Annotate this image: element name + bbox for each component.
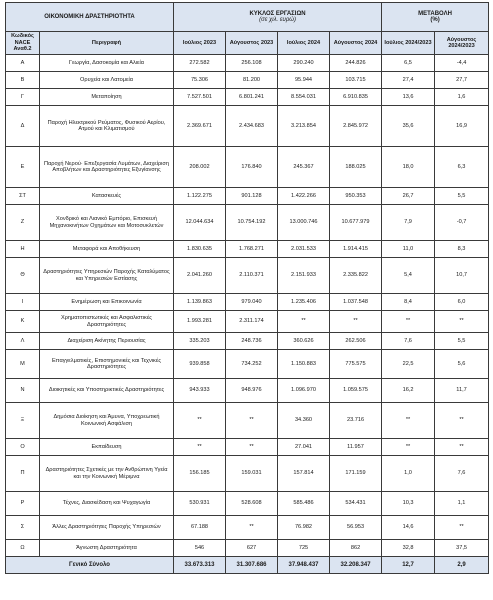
nace-code: Ι	[6, 294, 40, 311]
header-turnover-unit: (σε χιλ. ευρώ)	[259, 17, 296, 23]
turnover-value: 157.814	[278, 456, 330, 492]
header-change-unit: (%)	[430, 17, 440, 23]
turnover-value: 248.736	[226, 333, 278, 350]
turnover-value: **	[226, 516, 278, 540]
turnover-value: 335.203	[174, 333, 226, 350]
turnover-value: 188.025	[330, 147, 382, 188]
turnover-value: 1.059.575	[330, 379, 382, 403]
nace-code: Α	[6, 55, 40, 72]
turnover-value: 627	[226, 540, 278, 557]
change-value: 11,7	[435, 379, 489, 403]
change-value: 6,5	[382, 55, 435, 72]
nace-code: Ξ	[6, 403, 40, 439]
change-value: 37,5	[435, 540, 489, 557]
turnover-value: 10.754.192	[226, 205, 278, 241]
activity-description: Επαγγελματικές, Επιστημονικές και Τεχνικές Δραστηριότητες	[40, 350, 174, 379]
table-row	[6, 258, 489, 294]
header-turnover-title: ΚΥΚΛΟΣ ΕΡΓΑΣΙΩΝ	[249, 10, 306, 17]
activity-description: Εκπαίδευση	[40, 439, 174, 456]
turnover-value: **	[174, 439, 226, 456]
activity-description: Παροχή Ηλεκτρικού Ρεύματος, Φυσικού Αερίου, Ατμού και Κλιματισμού	[40, 106, 174, 147]
total-turnover-value: 33.673.313	[174, 557, 226, 574]
total-label: Γενικό Σύνολο	[6, 557, 174, 574]
turnover-value: 725	[278, 540, 330, 557]
turnover-table-container	[5, 2, 488, 574]
change-value: 1,0	[382, 456, 435, 492]
header-activity: ΟΙΚΟΝΟΜΙΚΗ ΔΡΑΣΤΗΡΙΟΤΗΤΑ	[6, 3, 174, 32]
nace-code: Ζ	[6, 205, 40, 241]
header-period: Ιούλιος 2023	[174, 32, 226, 55]
total-change-value: 12,7	[382, 557, 435, 574]
table-row	[6, 439, 489, 456]
change-value: **	[435, 403, 489, 439]
nace-code: Β	[6, 72, 40, 89]
activity-description: Μεταφορά και Αποθήκευση	[40, 241, 174, 258]
turnover-value: 208.002	[174, 147, 226, 188]
nace-code: Σ	[6, 516, 40, 540]
nace-code: Ε	[6, 147, 40, 188]
change-value: **	[382, 311, 435, 333]
turnover-value: 103.715	[330, 72, 382, 89]
activity-description: Γεωργία, Δασοκομία και Αλιεία	[40, 55, 174, 72]
turnover-value: 6.801.241	[226, 89, 278, 106]
header-change-period: Αύγουστος 2024/2023	[435, 32, 489, 55]
change-value: 35,6	[382, 106, 435, 147]
turnover-value: 13.000.746	[278, 205, 330, 241]
change-value: 10,3	[382, 492, 435, 516]
turnover-value: 950.353	[330, 188, 382, 205]
turnover-value: 81.200	[226, 72, 278, 89]
turnover-value: 1.096.970	[278, 379, 330, 403]
table-row	[6, 333, 489, 350]
table-row	[6, 294, 489, 311]
nace-code: Μ	[6, 350, 40, 379]
table-body	[6, 55, 489, 574]
header-code: Κωδικός NACE Αναθ.2	[6, 32, 40, 55]
nace-code: Λ	[6, 333, 40, 350]
change-value: **	[435, 516, 489, 540]
turnover-value: 360.626	[278, 333, 330, 350]
table-row	[6, 89, 489, 106]
turnover-value: 1.914.415	[330, 241, 382, 258]
header-change	[382, 3, 489, 32]
table-row	[6, 379, 489, 403]
total-turnover-value: 32.208.347	[330, 557, 382, 574]
change-value: 1,6	[435, 89, 489, 106]
turnover-value: 775.575	[330, 350, 382, 379]
turnover-value: 262.506	[330, 333, 382, 350]
nace-code: Ν	[6, 379, 40, 403]
change-value: 14,6	[382, 516, 435, 540]
activity-description: Διοικητικές και Υποστηρικτικές Δραστηριότητες	[40, 379, 174, 403]
header-turnover	[174, 3, 382, 32]
change-value: **	[382, 403, 435, 439]
nace-code: ΣΤ	[6, 188, 40, 205]
table-row	[6, 540, 489, 557]
turnover-value: 534.431	[330, 492, 382, 516]
activity-description: Τέχνες, Διασκέδαση και Ψυχαγωγία	[40, 492, 174, 516]
turnover-value: 1.139.863	[174, 294, 226, 311]
turnover-value: 2.041.260	[174, 258, 226, 294]
turnover-value: 1.122.275	[174, 188, 226, 205]
table-row	[6, 403, 489, 439]
turnover-value: 943.933	[174, 379, 226, 403]
activity-description: Χονδρικό και Λιανικό Εμπόριο, Επισκευή Μηχανοκινήτων Οχημάτων και Μοτοσυκλετών	[40, 205, 174, 241]
nace-code: Δ	[6, 106, 40, 147]
activity-description: Ενημέρωση και Επικοινωνία	[40, 294, 174, 311]
turnover-value: 10.677.979	[330, 205, 382, 241]
turnover-value: 734.252	[226, 350, 278, 379]
change-value: 7,9	[382, 205, 435, 241]
turnover-value: 67.188	[174, 516, 226, 540]
change-value: **	[382, 439, 435, 456]
turnover-value: **	[174, 403, 226, 439]
change-value: 5,4	[382, 258, 435, 294]
turnover-value: 2.151.933	[278, 258, 330, 294]
turnover-value: 585.486	[278, 492, 330, 516]
change-value: 6,3	[435, 147, 489, 188]
turnover-value: 901.128	[226, 188, 278, 205]
turnover-value: 34.360	[278, 403, 330, 439]
change-value: 7,6	[382, 333, 435, 350]
header-period: Αύγουστος 2023	[226, 32, 278, 55]
turnover-value: 272.582	[174, 55, 226, 72]
total-change-value: 2,9	[435, 557, 489, 574]
nace-code: Ο	[6, 439, 40, 456]
turnover-value: 8.554.031	[278, 89, 330, 106]
turnover-value: **	[330, 311, 382, 333]
header-period: Ιούλιος 2024	[278, 32, 330, 55]
turnover-value: 1.830.635	[174, 241, 226, 258]
activity-description: Δημόσια Διοίκηση και Άμυνα, Υποχρεωτική Κοινωνική Ασφάλιση	[40, 403, 174, 439]
turnover-value: 2.434.683	[226, 106, 278, 147]
turnover-value: 244.826	[330, 55, 382, 72]
nace-code: Ω	[6, 540, 40, 557]
table-row	[6, 205, 489, 241]
change-value: 7,6	[435, 456, 489, 492]
turnover-value: 171.159	[330, 456, 382, 492]
change-value: 32,8	[382, 540, 435, 557]
header-description: Περιγραφή	[40, 32, 174, 55]
turnover-value: 2.845.972	[330, 106, 382, 147]
turnover-value: 2.369.671	[174, 106, 226, 147]
change-value: 5,5	[435, 333, 489, 350]
change-value: 5,5	[435, 188, 489, 205]
activity-description: Άλλες Δραστηριότητες Παροχής Υπηρεσιών	[40, 516, 174, 540]
activity-description: Μεταποίηση	[40, 89, 174, 106]
header-change-title: ΜΕΤΑΒΟΛΗ	[418, 10, 452, 17]
change-value: 27,7	[435, 72, 489, 89]
turnover-value: 2.110.371	[226, 258, 278, 294]
turnover-value: **	[226, 439, 278, 456]
turnover-value: 1.993.281	[174, 311, 226, 333]
change-value: -0,7	[435, 205, 489, 241]
turnover-value: 156.185	[174, 456, 226, 492]
table-row	[6, 311, 489, 333]
change-value: 26,7	[382, 188, 435, 205]
activity-description: Άγνωστη Δραστηριότητα	[40, 540, 174, 557]
change-value: 16,2	[382, 379, 435, 403]
turnover-value: 7.527.501	[174, 89, 226, 106]
activity-description: Ορυχεία και Λατομεία	[40, 72, 174, 89]
turnover-value: 530.931	[174, 492, 226, 516]
turnover-value: 76.982	[278, 516, 330, 540]
turnover-value: 6.910.835	[330, 89, 382, 106]
change-value: 27,4	[382, 72, 435, 89]
table-row	[6, 106, 489, 147]
turnover-value: 23.716	[330, 403, 382, 439]
change-value: 8,3	[435, 241, 489, 258]
turnover-value: 11.957	[330, 439, 382, 456]
activity-description: Δραστηριότητες Σχετικές με την Ανθρώπινη Υγεία και την Κοινωνική Μέριμνα	[40, 456, 174, 492]
turnover-value: 290.240	[278, 55, 330, 72]
change-value: 11,0	[382, 241, 435, 258]
activity-description: Κατασκευές	[40, 188, 174, 205]
change-value: -4,4	[435, 55, 489, 72]
nace-code: Ρ	[6, 492, 40, 516]
turnover-value: 3.213.854	[278, 106, 330, 147]
table-row	[6, 72, 489, 89]
turnover-value: 1.037.548	[330, 294, 382, 311]
table-row	[6, 55, 489, 72]
change-value: 18,0	[382, 147, 435, 188]
turnover-value: 2.031.533	[278, 241, 330, 258]
header-change-period: Ιούλιος 2024/2023	[382, 32, 435, 55]
change-value: **	[435, 311, 489, 333]
turnover-table	[5, 2, 489, 574]
change-value: 16,9	[435, 106, 489, 147]
turnover-value: 1.768.271	[226, 241, 278, 258]
nace-code: Π	[6, 456, 40, 492]
table-row	[6, 350, 489, 379]
change-value: **	[435, 439, 489, 456]
table-row	[6, 516, 489, 540]
turnover-value: **	[278, 311, 330, 333]
total-turnover-value: 37.948.437	[278, 557, 330, 574]
nace-code: Η	[6, 241, 40, 258]
turnover-value: 939.858	[174, 350, 226, 379]
turnover-value: 75.306	[174, 72, 226, 89]
turnover-value: 862	[330, 540, 382, 557]
turnover-value: 256.108	[226, 55, 278, 72]
turnover-value: 979.040	[226, 294, 278, 311]
turnover-value: 2.335.822	[330, 258, 382, 294]
activity-description: Χρηματοπιστωτικές και Ασφαλιστικές Δραστηριότητες	[40, 311, 174, 333]
nace-code: Θ	[6, 258, 40, 294]
turnover-value: 56.953	[330, 516, 382, 540]
turnover-value: 176.840	[226, 147, 278, 188]
header-period: Αύγουστος 2024	[330, 32, 382, 55]
turnover-value: 2.311.174	[226, 311, 278, 333]
table-row	[6, 492, 489, 516]
turnover-value: 1.235.406	[278, 294, 330, 311]
change-value: 1,1	[435, 492, 489, 516]
turnover-value: 245.367	[278, 147, 330, 188]
total-row	[6, 557, 489, 574]
turnover-value: 1.422.266	[278, 188, 330, 205]
nace-code: Γ	[6, 89, 40, 106]
total-turnover-value: 31.307.686	[226, 557, 278, 574]
nace-code: Κ	[6, 311, 40, 333]
table-row	[6, 456, 489, 492]
activity-description: Δραστηριότητες Υπηρεσιών Παροχής Καταλύματος και Υπηρεσιών Εστίασης	[40, 258, 174, 294]
change-value: 8,4	[382, 294, 435, 311]
turnover-value: 95.944	[278, 72, 330, 89]
turnover-value: 159.031	[226, 456, 278, 492]
change-value: 10,7	[435, 258, 489, 294]
change-value: 6,0	[435, 294, 489, 311]
turnover-value: 27.041	[278, 439, 330, 456]
turnover-value: 528.608	[226, 492, 278, 516]
activity-description: Διαχείριση Ακίνητης Περιουσίας	[40, 333, 174, 350]
table-row	[6, 188, 489, 205]
turnover-value: 1.150.883	[278, 350, 330, 379]
turnover-value: 546	[174, 540, 226, 557]
change-value: 5,6	[435, 350, 489, 379]
activity-description: Παροχή Νερού· Επεξεργασία Λυμάτων, Διαχείριση Αποβλήτων και Δραστηριότητες Εξυγίανσης	[40, 147, 174, 188]
table-row	[6, 241, 489, 258]
turnover-value: 12.044.634	[174, 205, 226, 241]
change-value: 13,6	[382, 89, 435, 106]
change-value: 22,5	[382, 350, 435, 379]
table-row	[6, 147, 489, 188]
turnover-value: **	[226, 403, 278, 439]
turnover-value: 948.976	[226, 379, 278, 403]
